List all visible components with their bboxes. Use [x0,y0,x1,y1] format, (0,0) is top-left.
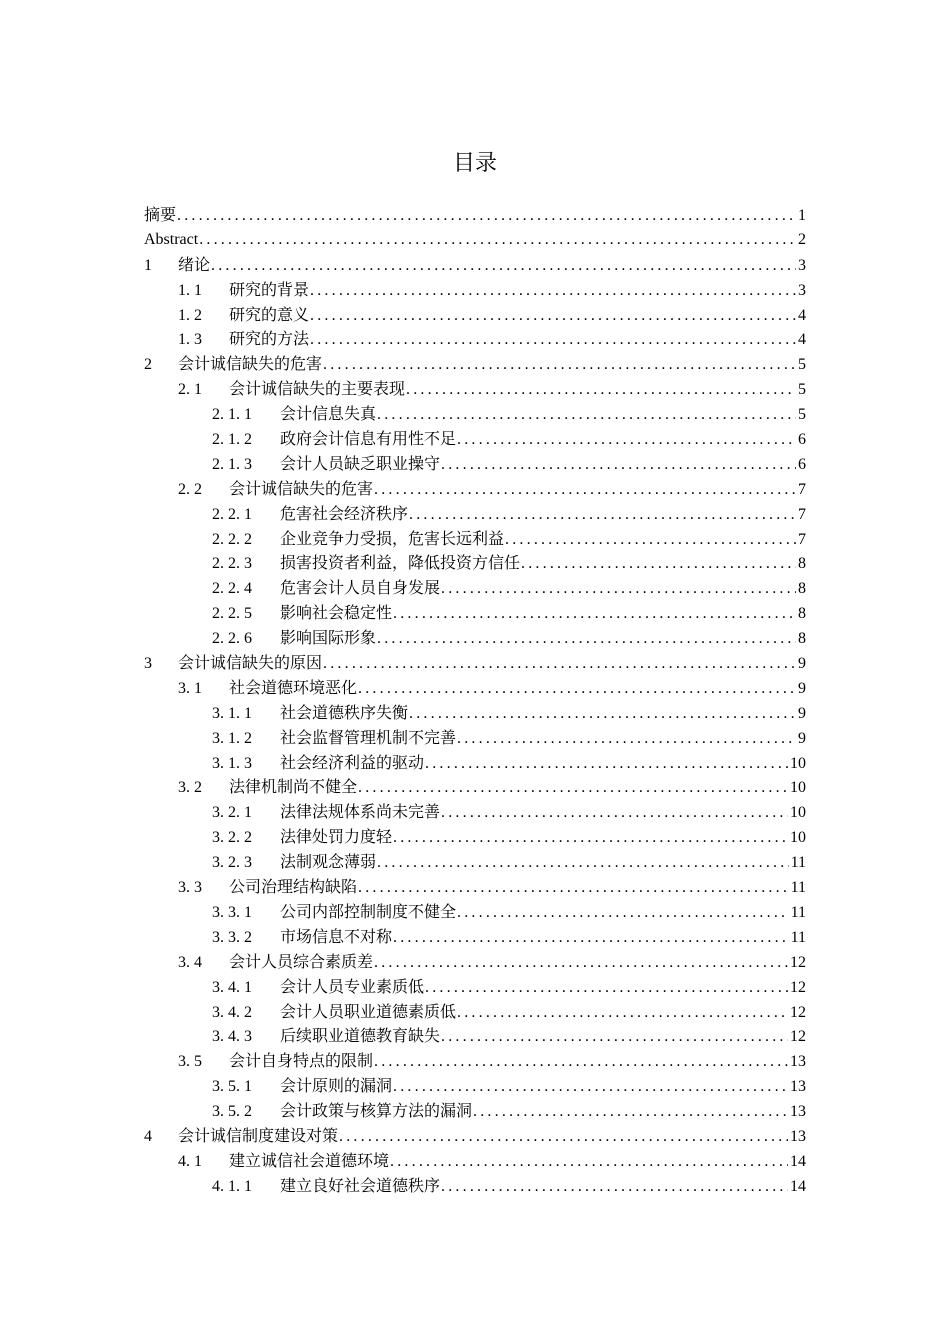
toc-entry-title: 会计人员职业道德素质低 [280,1001,457,1021]
toc-dot-leader [440,1025,788,1049]
toc-entry-page-number: 7 [798,530,806,548]
toc-entry-page-number: 10 [790,779,806,797]
toc-entry-page-number: 7 [798,505,806,523]
toc-dot-leader [392,926,789,950]
toc-entry[interactable] [144,601,806,626]
toc-entry-title: 法律处罚力度轻 [280,827,393,847]
toc-dot-leader [424,976,788,1000]
toc-entry-number: 3. 4. 3 [212,1028,252,1046]
toc-entry-number: 2. 1. 1 [212,406,252,424]
toc-dot-leader [198,228,796,253]
toc-entry-title: 社会道德环境恶化 [229,677,358,697]
toc-entry[interactable] [144,1000,806,1025]
toc-dot-leader [456,901,789,925]
toc-entry-page-number: 10 [790,829,806,847]
toc-entry[interactable] [144,477,806,502]
toc-entry-title: 会计政策与核算方法的漏洞 [280,1101,473,1121]
toc-entry-title: 会计人员缺乏职业操守 [280,453,441,473]
toc-dot-leader [338,1125,788,1149]
toc-entry-title: 会计信息失真 [280,404,377,424]
toc-entry-page-number: 5 [798,356,806,374]
toc-dot-leader [376,851,789,875]
toc-dot-leader [440,453,796,477]
toc-entry-title: 会计原则的漏洞 [280,1076,393,1096]
toc-entry-title: 企业竞争力受损，危害长远利益 [280,528,505,548]
toc-entry-number: 3 [144,655,152,673]
toc-entry[interactable] [144,751,806,776]
toc-entry[interactable] [144,1174,806,1199]
toc-entry-title: 社会道德秩序失衡 [280,702,409,722]
toc-entry-page-number: 11 [790,928,806,946]
toc-entry-page-number: 10 [790,804,806,822]
toc-entry-number: 3. 5 [178,1053,202,1071]
toc-dot-leader [472,1100,788,1124]
toc-entry-number: 1 [144,256,152,274]
toc-entry-title: 公司治理结构缺陷 [229,877,358,897]
page-title: 目录 [452,151,497,176]
toc-entry-number: 3. 4. 2 [212,1003,252,1021]
toc-dot-leader [456,1001,788,1025]
toc-dot-leader [322,652,796,676]
toc-entry-page-number: 13 [790,1078,806,1096]
toc-entry-title: 政府会计信息有用性不足 [280,429,457,449]
toc-entry-page-number: 4 [798,306,806,324]
toc-entry-number: 3. 2. 1 [212,804,252,822]
toc-entry-number: 4 [144,1127,152,1145]
toc-entry[interactable] [144,651,806,676]
toc-entry-number: 2. 2. 2 [212,530,252,548]
toc-dot-leader [309,304,796,328]
toc-entry-page-number: 10 [790,754,806,772]
toc-dot-leader [309,279,796,303]
toc-entry-title: 绪论 [178,254,211,274]
toc-entry-number: 3. 2. 3 [212,854,252,872]
toc-entry-page-number: 9 [798,655,806,673]
toc-entry-page-number: 3 [798,281,806,299]
toc-entry[interactable] [144,676,806,701]
toc-dot-leader [309,328,796,352]
toc-entry[interactable] [144,303,806,328]
toc-entry-page-number: 13 [790,1127,806,1145]
toc-entry-page-number: 8 [798,630,806,648]
toc-entry-page-number: 8 [798,555,806,573]
toc-entry[interactable] [144,875,806,900]
toc-entry[interactable] [144,1099,806,1124]
toc-entry-page-number: 2 [798,230,806,248]
toc-entry[interactable] [144,1149,806,1174]
toc-entry-number: 1. 1 [178,281,202,299]
toc-entry[interactable] [144,527,806,552]
toc-dot-leader [392,1075,788,1099]
toc-entry-page-number: 13 [790,1103,806,1121]
toc-entry[interactable] [144,900,806,925]
toc-entry-page-number: 12 [790,978,806,996]
toc-entry-number: 2. 2. 5 [212,605,252,623]
toc-entry-page-number: 14 [790,1177,806,1195]
toc-entry-number: 2. 2 [178,480,202,498]
toc-dot-leader [504,528,796,552]
toc-dot-leader [357,776,788,800]
toc-entry[interactable] [144,925,806,950]
toc-entry-number: 3. 5. 1 [212,1078,252,1096]
toc-entry[interactable] [144,1074,806,1099]
toc-entry-number: 1. 2 [178,306,202,324]
toc-entry-number: 3. 1. 1 [212,704,252,722]
toc-entry-title: 会计诚信缺失的原因 [178,653,323,673]
toc-entry[interactable] [144,975,806,1000]
toc-entry-title: 社会经济利益的驱动 [280,752,425,772]
toc-entry-title: 损害投资者利益，降低投资方信任 [280,553,521,573]
toc-entry-page-number: 9 [798,704,806,722]
toc-entry-title: 会计诚信缺失的危害 [229,478,374,498]
toc-entry-title: 摘要 [144,205,177,224]
toc-entry-page-number: 14 [790,1152,806,1170]
toc-dot-leader [440,577,796,601]
toc-entry[interactable] [144,352,806,377]
toc-dot-leader [408,503,796,527]
toc-entry-title: 危害会计人员自身发展 [280,578,441,598]
toc-entry-page-number: 9 [798,679,806,697]
toc-entry-number: 4. 1. 1 [212,1177,252,1195]
toc-entry[interactable] [144,726,806,751]
toc-entry-number: 3. 5. 2 [212,1103,252,1121]
toc-entry[interactable] [144,551,806,576]
toc-entry-page-number: 12 [790,953,806,971]
toc-entry-page-number: 12 [790,1003,806,1021]
toc-entry[interactable] [144,402,806,427]
toc-entry-number: 3. 4. 1 [212,978,252,996]
toc-entry-page-number: 11 [790,879,806,897]
toc-entry-page-number: 8 [798,580,806,598]
toc-entry-number: 2. 2. 6 [212,630,252,648]
toc-entry[interactable] [144,1024,806,1049]
toc-entry-title: 市场信息不对称 [280,926,393,946]
toc-entry-title: 影响国际形象 [280,628,377,648]
toc-entry-title: 会计诚信缺失的主要表现 [229,379,406,399]
toc-entry-page-number: 5 [798,381,806,399]
toc-entry-title: 后续职业道德教育缺失 [280,1026,441,1046]
toc-dot-leader [408,702,796,726]
toc-entry-title: 会计人员综合素质差 [229,951,374,971]
toc-entry[interactable] [144,775,806,800]
toc-entry[interactable] [144,576,806,601]
toc-entry-title: 法制观念薄弱 [280,852,377,872]
toc-dot-leader [373,478,796,502]
toc-entry[interactable] [144,427,806,452]
toc-dot-leader [376,403,796,427]
toc-entry-page-number: 9 [798,729,806,747]
toc-entry-number: 3. 3. 1 [212,903,252,921]
toc-entry-title: 公司内部控制制度不健全 [280,901,457,921]
toc-dot-leader [405,378,796,402]
toc-dot-leader [176,204,796,228]
toc-entry-number: 2. 2. 4 [212,580,252,598]
toc-entry-title: 会计诚信制度建设对策 [178,1125,339,1145]
toc-entry[interactable] [144,228,806,253]
toc-dot-leader [424,752,788,776]
toc-entry[interactable] [144,452,806,477]
toc-entry-title: 社会监督管理机制不完善 [280,727,457,747]
toc-entry[interactable] [144,278,806,303]
toc-dot-leader [456,727,796,751]
toc-entry-page-number: 6 [798,431,806,449]
toc-dot-leader [373,951,788,975]
toc-entry-title: 会计自身特点的限制 [229,1051,374,1071]
toc-dot-leader [520,552,796,576]
toc-dot-leader [392,826,788,850]
toc-entry-number: 3. 1 [178,679,202,697]
toc-entry-page-number: 12 [790,1028,806,1046]
toc-entry-title: 法律法规体系尚未完善 [280,802,441,822]
toc-entry-number: 3. 4 [178,953,202,971]
toc-entry-number: 2. 1. 3 [212,455,252,473]
toc-entry[interactable] [144,701,806,726]
toc-entry-page-number: 11 [790,854,806,872]
toc-entry[interactable] [144,800,806,825]
toc-entry-page-number: 7 [798,480,806,498]
toc-entry[interactable] [144,850,806,875]
toc-entry-title: 研究的方法 [229,329,310,349]
toc-entry-number: 2. 1 [178,381,202,399]
toc-entry-number: 2. 1. 2 [212,431,252,449]
toc-entry-title: 建立良好社会道德秩序 [280,1175,441,1195]
toc-entry-title: 研究的意义 [229,304,310,324]
toc-entry[interactable] [144,203,806,228]
toc-entry[interactable] [144,1124,806,1149]
toc-entry-number: 3. 2. 2 [212,829,252,847]
toc-entry[interactable] [144,327,806,352]
toc-entry-number: 2. 2. 1 [212,505,252,523]
toc-entry[interactable] [144,502,806,527]
toc-entry-title: 建立诚信社会道德环境 [229,1150,390,1170]
toc-entry-title: 研究的背景 [229,279,310,299]
toc-dot-leader [357,677,796,701]
table-of-contents [144,203,806,1199]
toc-entry-page-number: 6 [798,455,806,473]
toc-entry-number: 3. 3 [178,879,202,897]
toc-entry-title: 法律机制尚不健全 [229,777,358,797]
toc-entry-page-number: 1 [798,207,806,224]
toc-entry-page-number: 8 [798,605,806,623]
toc-entry-page-number: 5 [798,406,806,424]
toc-entry[interactable] [144,950,806,975]
toc-dot-leader [456,428,796,452]
toc-dot-leader [392,602,796,626]
toc-entry-page-number: 3 [798,256,806,274]
toc-dot-leader [376,627,796,651]
toc-dot-leader [440,1175,788,1199]
toc-entry-title: 危害社会经济秩序 [280,503,409,523]
toc-dot-leader [322,353,796,377]
toc-entry-title: 会计诚信缺失的危害 [178,354,323,374]
toc-dot-leader [357,876,789,900]
toc-entry-number: 4. 1 [178,1152,202,1170]
toc-entry[interactable] [144,626,806,651]
toc-entry-number: 3. 1. 3 [212,754,252,772]
toc-entry-title: 会计人员专业素质低 [280,976,425,996]
toc-entry[interactable] [144,825,806,850]
toc-entry-title: Abstract [144,230,199,248]
toc-entry-page-number: 11 [790,903,806,921]
toc-entry-page-number: 4 [798,331,806,349]
toc-entry[interactable] [144,377,806,402]
toc-entry-number: 3. 2 [178,779,202,797]
toc-entry-number: 1. 3 [178,331,202,349]
toc-entry-page-number: 13 [790,1053,806,1071]
toc-entry-title: 影响社会稳定性 [280,603,393,623]
toc-dot-leader [210,254,796,278]
toc-entry[interactable] [144,253,806,278]
toc-dot-leader [389,1150,788,1174]
toc-entry-number: 2 [144,356,152,374]
toc-entry-number: 2. 2. 3 [212,555,252,573]
toc-dot-leader [373,1050,788,1074]
toc-dot-leader [440,801,788,825]
toc-entry[interactable] [144,1049,806,1074]
toc-entry-number: 3. 1. 2 [212,729,252,747]
toc-entry-number: 3. 3. 2 [212,928,252,946]
